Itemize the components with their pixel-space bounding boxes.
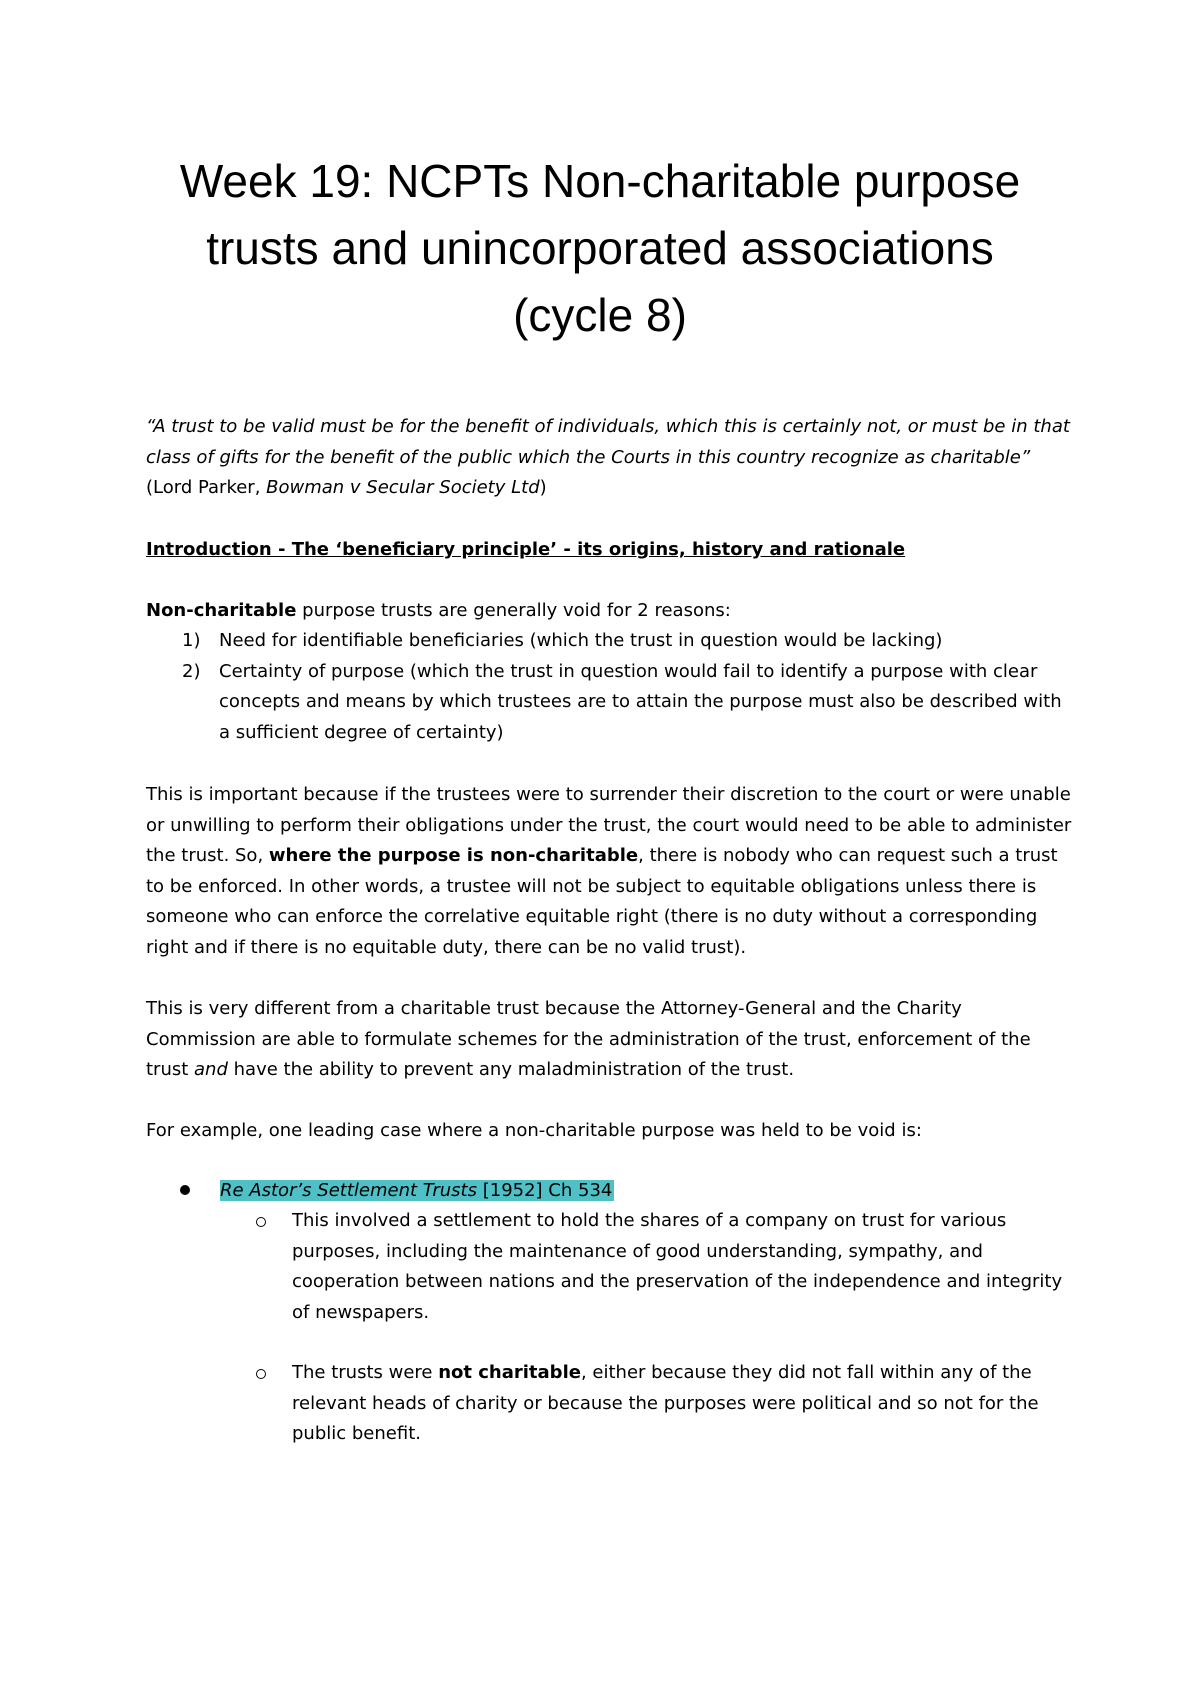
case-citation: [1952] Ch 534	[477, 1180, 613, 1201]
paragraph-bold: where the purpose is non-charitable	[268, 845, 639, 867]
case-detail-list	[256, 1206, 1076, 1328]
list-number: 1)	[182, 630, 201, 651]
list-item	[146, 657, 1076, 749]
case-bullet	[180, 1176, 614, 1207]
section-heading: Introduction - The ‘beneficiary principle’ - its origins, history and rationale	[146, 539, 906, 560]
list-item	[256, 1206, 1076, 1328]
quote-citation-close: )	[539, 477, 547, 499]
paragraph-text: , there is nobody who can request such a trust to be enforced. In other words, a trustee will not be subject to equitable obligations unless there is someone who can enforce the correlative equitable right (there is no duty without a corresponding right and if there is no equitable duty, there can be no valid trust).	[146, 845, 1058, 958]
list-item-bold: not charitable	[438, 1362, 581, 1383]
reasons-intro-bold: Non-charitable	[146, 600, 297, 621]
list-number: 2)	[182, 660, 201, 682]
paragraph-example-intro: For example, one leading case where a non-charitable purpose was held to be void is:	[146, 1120, 922, 1141]
title-line-3: (cycle 8)	[513, 289, 687, 341]
case-detail-list	[256, 1358, 1076, 1450]
bullet-icon	[180, 1185, 190, 1195]
quote-text: “A trust to be valid must be for the benefit of individuals, which this is certainly not, or must be in that class of gifts for the benefit of the public which the Courts in this country recognize as charitable”	[146, 416, 1070, 468]
list-item-text: Need for identifiable beneficiaries (which the trust in question would be lacking)	[219, 630, 943, 651]
opening-quote	[146, 412, 1076, 504]
paragraph-text: This is important because if the trustees were to surrender their discretion to the court or were unable or unwilling to perform their obligations under the trust, the court would need to be able to administer the trust. So,	[146, 784, 1072, 867]
circle-bullet-icon	[256, 1217, 266, 1227]
list-item-text: , either because they did not fall within any of the relevant heads of charity or because the purposes were political and so not for the public benefit.	[292, 1362, 1039, 1445]
paragraph-importance	[146, 780, 1076, 964]
paragraph-italic: and	[194, 1059, 228, 1081]
circle-bullet-icon	[256, 1369, 266, 1379]
reasons-list	[146, 626, 1076, 748]
title-line-1: Week 19: NCPTs Non-charitable purpose	[179, 155, 1021, 207]
reasons-intro	[146, 596, 1076, 627]
paragraph-text: have the ability to prevent any maladministration of the trust.	[227, 1059, 795, 1081]
list-item-text: Certainty of purpose (which the trust in question would fail to identify a purpose with clear concepts and means by which trustees are to attain the purpose must also be described with a sufficient degree of certainty)	[219, 660, 1062, 743]
list-item	[256, 1358, 1076, 1450]
list-item	[146, 626, 1076, 657]
case-name: Re Astor’s Settlement Trusts	[220, 1180, 477, 1201]
title-line-2: trusts and unincorporated associations	[206, 222, 994, 274]
paragraph-text: This is very different from a charitable trust because the Attorney-General and the Charity Commission are able to formulate schemes for the administration of the trust, enforcement of the trust	[146, 998, 1031, 1081]
list-item-text: This involved a settlement to hold the shares of a company on trust for various purposes, including the maintenance of good understanding, sympathy, and cooperation between nations and the preservation of the independence and integrity of newspapers.	[292, 1210, 1063, 1323]
list-item-text: The trusts were	[292, 1362, 439, 1383]
quote-citation-open: (Lord Parker,	[146, 477, 267, 499]
case-highlight	[220, 1180, 614, 1201]
paragraph-charitable-comparison	[146, 994, 1076, 1086]
page-title	[100, 148, 1100, 349]
reasons-intro-rest: purpose trusts are generally void for 2 reasons:	[296, 600, 731, 621]
quote-case-name: Bowman v Secular Society Ltd	[266, 477, 540, 499]
